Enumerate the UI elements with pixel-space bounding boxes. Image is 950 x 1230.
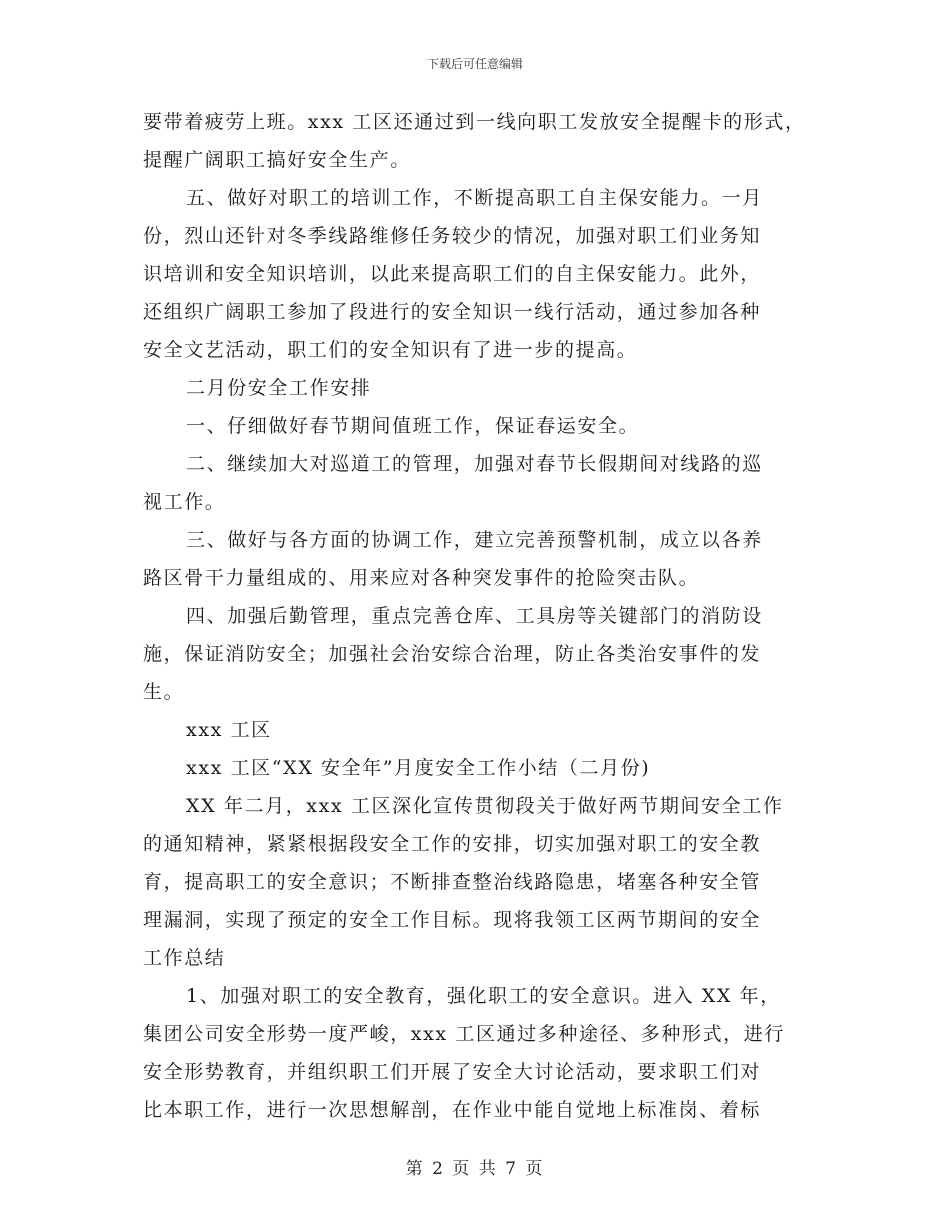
text-line: 安全形势教育，并组织职工们开展了安全大讨论活动，要求职工们对 [143,1061,762,1083]
text-line: 育，提高职工的安全意识；不断排查整治线路隐患，堵塞各种安全管 [143,871,762,893]
text-line: 集团公司安全形势一度严峻，xxx 工区通过多种途径、多种形式，进行 [143,1023,785,1045]
text-line: 1、加强对职工的安全教育，强化职工的安全意识。进入 XX 年， [186,985,781,1007]
text-line: 安全文艺活动，职工们的安全知识有了进一步的提高。 [143,339,638,361]
text-line: 比本职工作，进行一次思想解剖，在作业中能自觉地上标准岗、着标 [143,1099,762,1121]
text-line: 生。 [143,681,185,703]
text-line: 理漏洞，实现了预定的安全工作目标。现将我领工区两节期间的安全 [143,909,762,931]
text-line: 五、做好对职工的培训工作，不断提高职工自主保安能力。一月 [186,187,763,209]
text-line: 三、做好与各方面的协调工作，建立完善预警机制，成立以各养 [186,529,763,551]
text-line: 二、继续加大对巡道工的管理，加强对春节长假期间对线路的巡 [186,453,763,475]
document-body [143,103,815,1129]
text-line: 施，保证消防安全；加强社会治安综合治理，防止各类治安事件的发 [143,643,762,665]
text-line: 工作总结 [143,947,226,969]
text-line: 还组织广阔职工参加了段进行的安全知识一线行活动，通过参加各种 [143,301,762,323]
text-line: 提醒广阔职工搞好安全生产。 [143,149,411,171]
text-line: 视工作。 [143,491,226,513]
section-title: xxx 工区“XX 安全年”月度安全工作小结（二月份) [186,757,651,779]
section-heading: 二月份安全工作安排 [186,377,372,399]
text-line: 识培训和安全知识培训，以此来提高职工们的自主保安能力。此外， [143,263,762,285]
text-line: 一、仔细做好春节期间值班工作，保证春运安全。 [186,415,640,437]
signature-line: xxx 工区 [186,719,272,741]
text-line: 四、加强后勤管理，重点完善仓库、工具房等关键部门的消防设 [186,605,763,627]
text-line: 份，烈山还针对冬季线路维修任务较少的情况，加强对职工们业务知 [143,225,762,247]
text-line: 的通知精神，紧紧根据段安全工作的安排，切实加强对职工的安全教 [143,833,762,855]
text-line: XX 年二月，xxx 工区深化宣传贯彻段关于做好两节期间安全工作 [186,795,784,817]
text-line: 路区骨干力量组成的、用来应对各种突发事件的抢险突击队。 [143,567,700,589]
page-number-footer: 第 2 页 共 7 页 [405,1159,545,1179]
page-header-note: 下载后可任意编辑 [426,57,523,71]
text-line: 要带着疲劳上班。xxx 工区还通过到一线向职工发放安全提醒卡的形式， [143,111,806,133]
